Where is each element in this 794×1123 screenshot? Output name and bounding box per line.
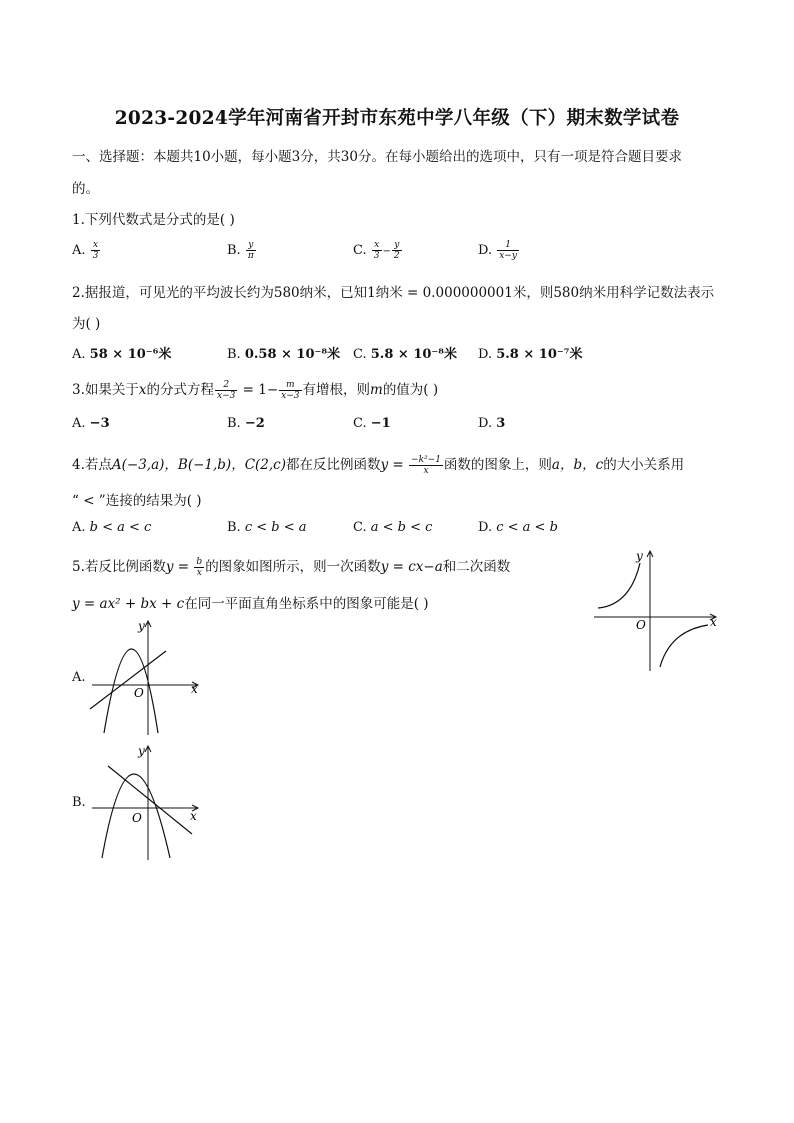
line-graph [108, 766, 192, 834]
fraction [372, 240, 382, 261]
origin-label: O [132, 811, 142, 825]
q3-option-c [353, 416, 391, 431]
option-label: D. [478, 520, 493, 535]
option-label: C. [353, 347, 367, 362]
x-label: x [710, 615, 717, 629]
line-graph [90, 651, 166, 709]
q1-option-c [353, 240, 403, 261]
fraction [91, 240, 101, 261]
q5-reference-graph [590, 545, 720, 675]
fraction [279, 380, 301, 401]
text: 和二次函数 [442, 559, 511, 575]
option-label: D. [478, 347, 493, 362]
q5-option-a-label: A. [72, 670, 86, 685]
option-text: a < b < c [370, 520, 433, 535]
text: 有增根，则 [302, 382, 370, 398]
q4-stem-line2: “ < ”连接的结果为( ) [72, 493, 202, 509]
variables: a，b，c [551, 457, 604, 473]
q2-option-d [478, 343, 582, 362]
option-text: 3 [496, 416, 506, 431]
text: 在同一平面直角坐标系中的图象可能是( ) [184, 596, 429, 612]
quadratic-function: y = ax² + bx + c [72, 596, 185, 612]
option-label: C. [353, 520, 367, 535]
q1-option-b [227, 240, 257, 261]
q1-option-a [72, 240, 101, 261]
text: 3.如果关于 [72, 382, 139, 398]
y-label: y [138, 619, 145, 633]
origin-label: O [636, 618, 646, 632]
text: 5.若反比例函数 [72, 559, 166, 575]
fraction [409, 455, 443, 476]
option-label: A. [72, 347, 86, 362]
y-equals: y = [380, 457, 409, 473]
q1-stem: 1.下列代数式是分式的是( ) [72, 212, 235, 228]
option-text: −1 [370, 416, 391, 431]
denominator: x [423, 466, 429, 476]
denominator: x [196, 568, 202, 578]
numerator: x [372, 240, 382, 251]
option-label: A. [72, 416, 86, 431]
variable: m [370, 382, 383, 398]
numerator: b [196, 557, 203, 567]
option-text: 5.8 × 10⁻⁷米 [496, 347, 583, 362]
hyperbola-branch-left [598, 563, 640, 608]
fraction [194, 557, 204, 578]
numerator: m [279, 380, 301, 391]
y-label: y [138, 744, 145, 758]
q2-option-b [227, 343, 340, 362]
text: 的图象如图所示，则一次函数 [205, 559, 381, 575]
option-text: b < a < c [89, 520, 152, 535]
option-label: D. [478, 243, 493, 258]
denominator: π [247, 251, 254, 261]
option-text: c < b < a [244, 520, 307, 535]
text: 函数的图象上，则 [443, 457, 552, 473]
q3-option-a [72, 416, 110, 431]
denominator: 3 [373, 251, 380, 261]
option-label: B. [227, 243, 241, 258]
text: 的大小关系用 [603, 457, 685, 473]
fraction [246, 240, 256, 261]
numerator: 2 [215, 380, 237, 391]
q3-option-d [478, 416, 505, 431]
q5-option-a-graph [86, 615, 206, 740]
option-label: D. [478, 416, 493, 431]
y-equals: y = [165, 559, 194, 575]
q4-stem-line1 [72, 453, 684, 476]
q4-option-d [478, 520, 558, 535]
q3-option-b [227, 416, 265, 431]
text: 的分式方程 [146, 382, 215, 398]
numerator: y [246, 240, 256, 251]
q2-stem-line2: 为( ) [72, 316, 101, 332]
text: 4.若点 [72, 457, 112, 473]
denominator: x−y [499, 251, 517, 261]
points: A(−3,a)，B(−1,b)，C(2,c) [111, 457, 287, 473]
q5-option-b-label: B. [72, 795, 86, 810]
q5-stem-line1 [72, 555, 510, 578]
numerator: y [392, 240, 402, 251]
y-label: y [636, 549, 643, 563]
option-label: A. [72, 520, 86, 535]
option-label: A. [72, 243, 86, 258]
option-text: 0.58 × 10⁻⁸米 [244, 347, 341, 362]
q4-option-b [227, 520, 307, 535]
numerator: 1 [497, 240, 519, 251]
linear-function: y = cx−a [380, 559, 443, 575]
q3-stem [72, 378, 438, 401]
q5-stem-line2 [72, 592, 429, 612]
q2-stem-line1: 2.据报道，可见光的平均波长约为580纳米，已知1纳米 = 0.000000001米，则580纳米用科学记数法表示 [72, 285, 715, 301]
q1-option-d [478, 240, 520, 261]
denominator: 2 [393, 251, 400, 261]
option-label: B. [227, 347, 241, 362]
q2-option-a [72, 343, 171, 362]
option-label: C. [353, 416, 367, 431]
option-label: C. [353, 243, 367, 258]
q4-option-a [72, 520, 151, 535]
variable: x [138, 382, 147, 398]
section-heading-line1: 一、选择题：本题共10小题，每小题3分，共30分。在每小题给出的选项中，只有一项是符合题目要求 [72, 149, 682, 165]
option-label: B. [227, 520, 241, 535]
page-title: 2023-2024学年河南省开封市东苑中学八年级（下）期末数学试卷 [114, 108, 680, 129]
fraction [215, 380, 237, 401]
numerator: −k²−1 [411, 455, 441, 465]
q2-option-c [353, 343, 457, 362]
denominator: x−3 [281, 391, 300, 401]
fraction [497, 240, 519, 261]
q4-option-c [353, 520, 432, 535]
option-text: c < a < b [496, 520, 558, 535]
denominator: 3 [92, 251, 99, 261]
option-text: −3 [89, 416, 110, 431]
option-text: −2 [244, 416, 265, 431]
option-text: 58 × 10⁻⁶米 [89, 347, 172, 362]
fraction [392, 240, 402, 261]
text: 都在反比例函数 [286, 457, 381, 473]
option-text: 5.8 × 10⁻⁸米 [370, 347, 457, 362]
q5-option-b-graph [86, 740, 206, 865]
denominator: x−3 [217, 391, 236, 401]
option-label: B. [227, 416, 241, 431]
section-heading-line2: 的。 [72, 181, 99, 197]
x-label: x [190, 809, 197, 823]
hyperbola-branch-right [660, 625, 708, 667]
parabola [104, 649, 158, 733]
minus-sign: − [382, 246, 391, 257]
text: 的值为( ) [382, 382, 439, 398]
x-label: x [191, 682, 198, 696]
origin-label: O [134, 686, 144, 700]
equals: = 1− [238, 382, 279, 398]
numerator: x [91, 240, 101, 251]
